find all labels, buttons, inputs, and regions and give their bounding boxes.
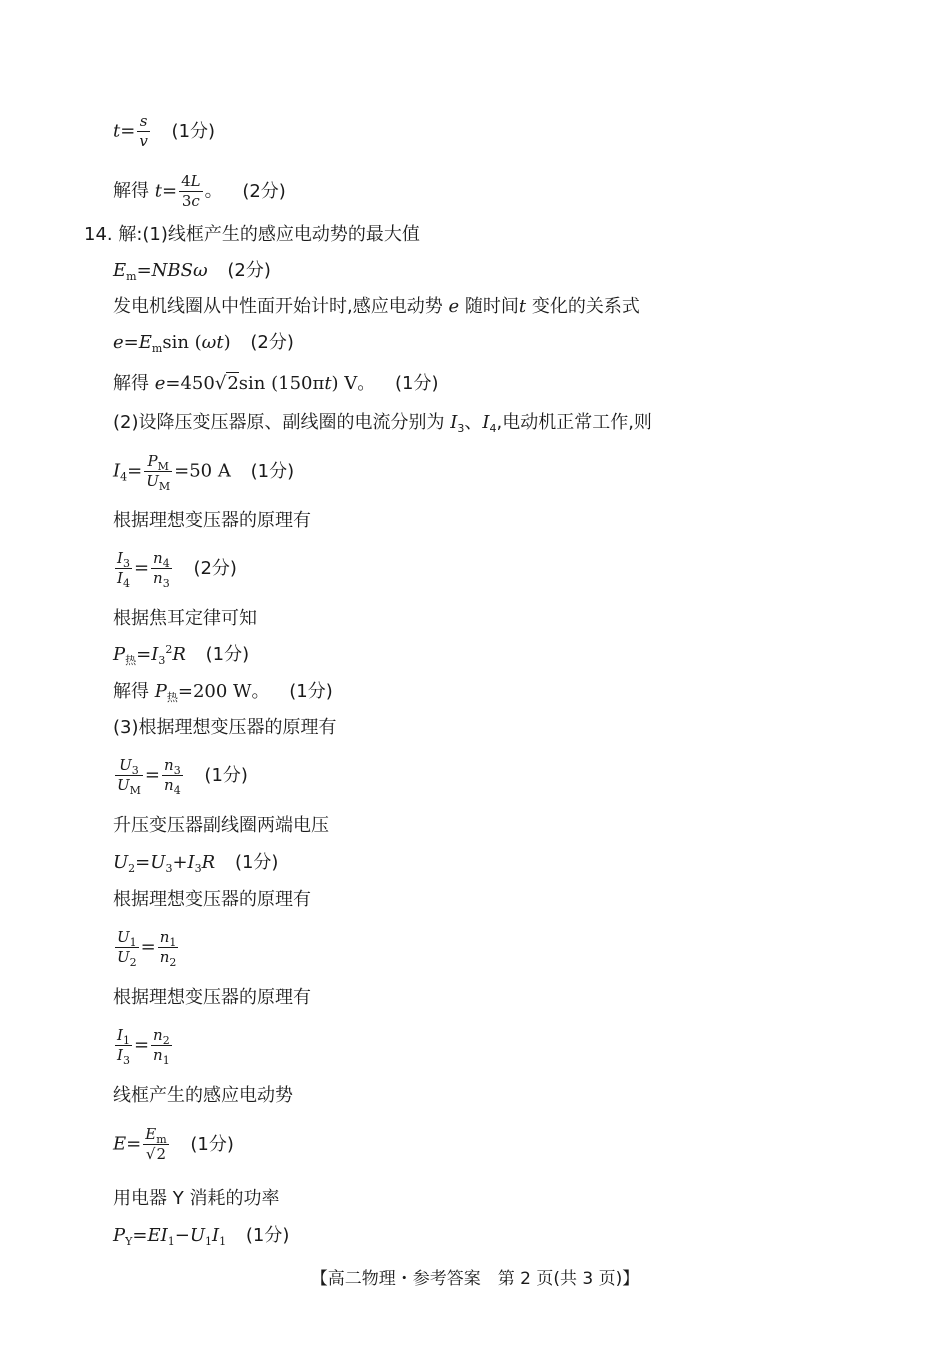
equation-pheat-result: 解得 $P_热=200$ W。 (1分): [113, 681, 333, 704]
equation-t-s-v: t= $\frac{s}{v}$ (1分): [113, 112, 216, 150]
text-transformer-2: 根据理想变压器的原理有: [113, 889, 311, 910]
question-14-heading: 14. 解:(1)线框产生的感应电动势的最大值: [84, 224, 420, 245]
part-3-text: (3)根据理想变压器的原理有: [113, 717, 337, 738]
text-relation: 发电机线圈从中性面开始计时,感应电动势 e 随时间t 变化的关系式: [113, 296, 640, 317]
equation-py: $P_Y=EI_1-U_1I_1$ (1分): [113, 1225, 290, 1248]
text-joule: 根据焦耳定律可知: [113, 608, 257, 629]
equation-em: $E_m=NBS\omega$ (2分): [113, 260, 271, 283]
text-emf: 线框产生的感应电动势: [113, 1085, 293, 1106]
equation-t-result: 解得 t= $\frac{4L}{3c}$ 。 (2分): [113, 172, 286, 210]
part-2-text: (2)设降压变压器原、副线圈的电流分别为 $I_3$、$I_4$,电动机正常工作,则: [113, 412, 652, 435]
text-step-up: 升压变压器副线圈两端电压: [113, 815, 329, 836]
equation-E: E= $\frac{E_m}{√2}$ (1分): [113, 1125, 234, 1163]
equation-i4: $I_4=$ $\frac{P_M}{U_M}$ =50 A (1分): [113, 452, 295, 493]
score: (2分): [242, 180, 286, 202]
solve-label: 解得: [113, 180, 149, 202]
equation-i1-i3-ratio: $\frac{I_1}{I_3}$ = $\frac{n_2}{n_1}$: [117, 1026, 170, 1067]
equation-e-result: 解得 e=450√2sin (150πt) V。 (1分): [113, 373, 439, 394]
score: (1分): [171, 120, 216, 142]
text-py: 用电器 Y 消耗的功率: [113, 1188, 280, 1209]
equation-i3-i4-ratio: $\frac{I_3}{I_4}$ = $\frac{n_4}{n_3}$ (2分): [117, 549, 237, 590]
equation-u3-um-ratio: $\frac{U_3}{U_M}$ = $\frac{n_3}{n_4}$ (1分): [117, 756, 248, 797]
text-transformer: 根据理想变压器的原理有: [113, 510, 311, 531]
page-footer: 【高二物理・参考答案 第 2 页(共 3 页)】: [310, 1269, 640, 1289]
equation-pheat: $P_热=I_3^2R$ (1分): [113, 643, 250, 667]
equation-u1-u2-ratio: $\frac{U_1}{U_2}$ = $\frac{n_1}{n_2}$: [117, 928, 177, 969]
equation-u2: $U_2=U_3+I_3R$ (1分): [113, 852, 279, 875]
equation-e-expression: $e=E_m\sin$ (ωt) (2分): [113, 332, 294, 355]
text-transformer-3: 根据理想变压器的原理有: [113, 987, 311, 1008]
